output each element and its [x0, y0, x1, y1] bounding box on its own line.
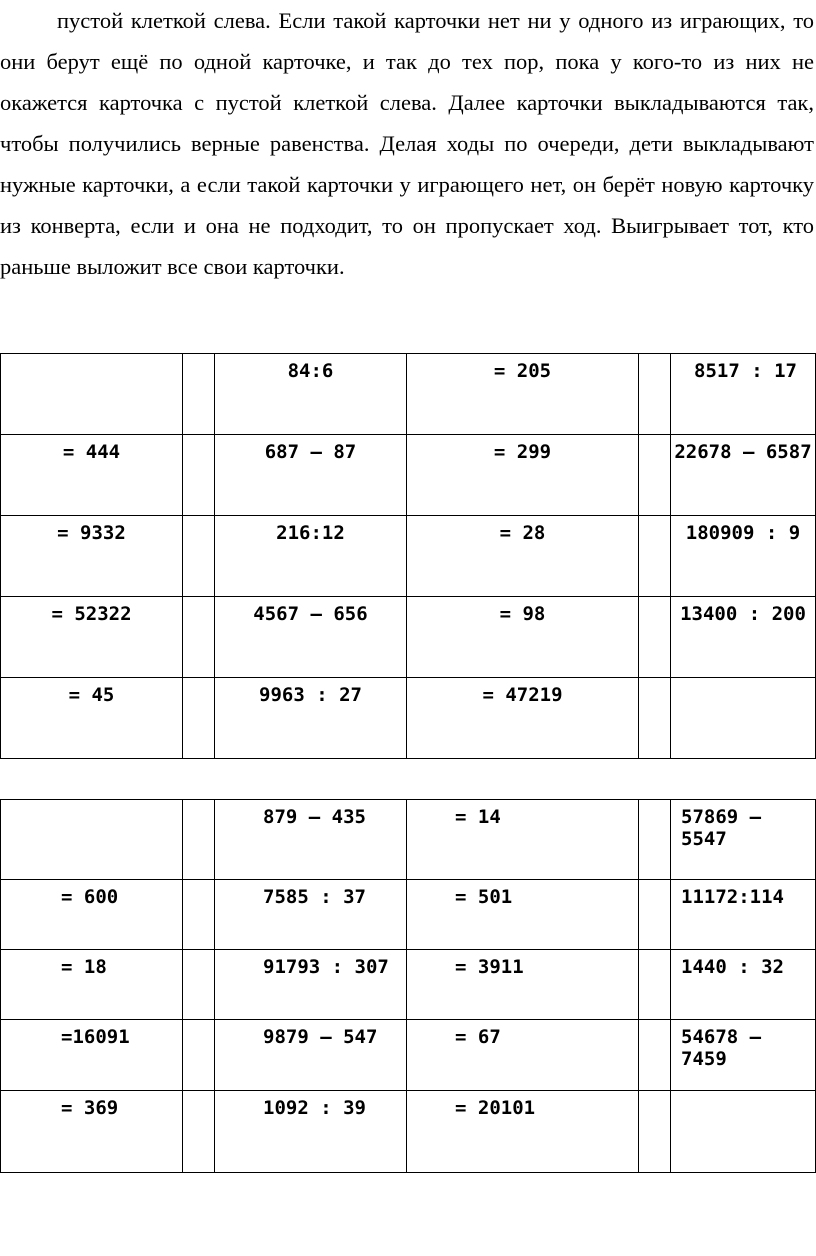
table-row — [1, 950, 816, 1020]
instruction-paragraph: пустой клеткой слева. Если такой карточки нет ни у одного из играющих, то они берут ещё по одной карточке, и так до тех пор, пока у кого-то из них не окажется карточка с пустой клеткой слева. Далее карточки выкладываются так, чтобы получились верные равенства. Делая ходы по очереди, дети выкладывают нужные карточки, а если такой карточки у играющего нет, он берёт новую карточку из конверта, если и она не подходит, то он пропускает ход. Выигрывает тот, кто раньше выложит все свои карточки. — [0, 8, 814, 279]
cards-table-1 — [0, 353, 816, 759]
expression2-cell: 57869 – 5547 — [681, 806, 762, 850]
equals-cell: = 205 — [493, 360, 552, 382]
expression-cell: 4567 – 656 — [253, 603, 368, 625]
expression2-cell: 13400 : 200 — [680, 603, 806, 625]
table-row — [1, 354, 816, 435]
result-cell — [1, 354, 182, 360]
result-cell: = 369 — [61, 1097, 119, 1119]
expression-cell: 1092 : 39 — [263, 1097, 366, 1119]
expression2-cell: 54678 – 7459 — [681, 1026, 762, 1070]
table-row — [1, 1091, 816, 1173]
cards-table-2 — [0, 799, 816, 1173]
expression-cell: 9963 : 27 — [259, 684, 362, 706]
expression2-cell — [671, 678, 815, 684]
equals-cell: = 14 — [455, 806, 501, 828]
equals-cell: = 299 — [493, 441, 552, 463]
table-row — [1, 880, 816, 950]
result-cell: =16091 — [61, 1026, 130, 1048]
expression-cell: 91793 : 307 — [263, 956, 389, 978]
equals-cell: = 67 — [455, 1026, 501, 1048]
equals-cell: = 47219 — [482, 684, 563, 706]
result-cell: = 600 — [61, 886, 119, 908]
table-row — [1, 435, 816, 516]
equals-cell: = 28 — [499, 522, 546, 544]
table-row — [1, 800, 816, 880]
expression-cell: 879 – 435 — [263, 806, 366, 828]
expression2-cell: 11172:114 — [681, 886, 784, 908]
expression-cell: 687 – 87 — [264, 441, 357, 463]
expression-cell: 216:12 — [276, 522, 345, 544]
table-row — [1, 516, 816, 597]
expression-cell: 9879 – 547 — [263, 1026, 378, 1048]
equals-cell: = 98 — [499, 603, 546, 625]
expression2-cell: 1440 : 32 — [681, 956, 784, 978]
result-cell: = 45 — [68, 684, 115, 706]
expression2-cell: 8517 : 17 — [694, 360, 797, 382]
table-row — [1, 1020, 816, 1091]
expression-cell: 84:6 — [287, 360, 334, 382]
expression-cell: 7585 : 37 — [263, 886, 366, 908]
result-cell: = 52322 — [51, 603, 132, 625]
equals-cell: = 3911 — [455, 956, 524, 978]
result-cell: = 444 — [62, 441, 121, 463]
result-cell: = 9332 — [57, 522, 126, 544]
table-row — [1, 678, 816, 759]
result-cell: = 18 — [61, 956, 107, 978]
equals-cell: = 501 — [455, 886, 513, 908]
expression2-cell — [671, 1091, 815, 1097]
expression2-cell: 22678 – 6587 — [674, 441, 812, 463]
expression2-cell: 180909 : 9 — [685, 522, 801, 544]
table-row — [1, 597, 816, 678]
result-cell — [1, 800, 182, 806]
equals-cell: = 20101 — [455, 1097, 536, 1119]
